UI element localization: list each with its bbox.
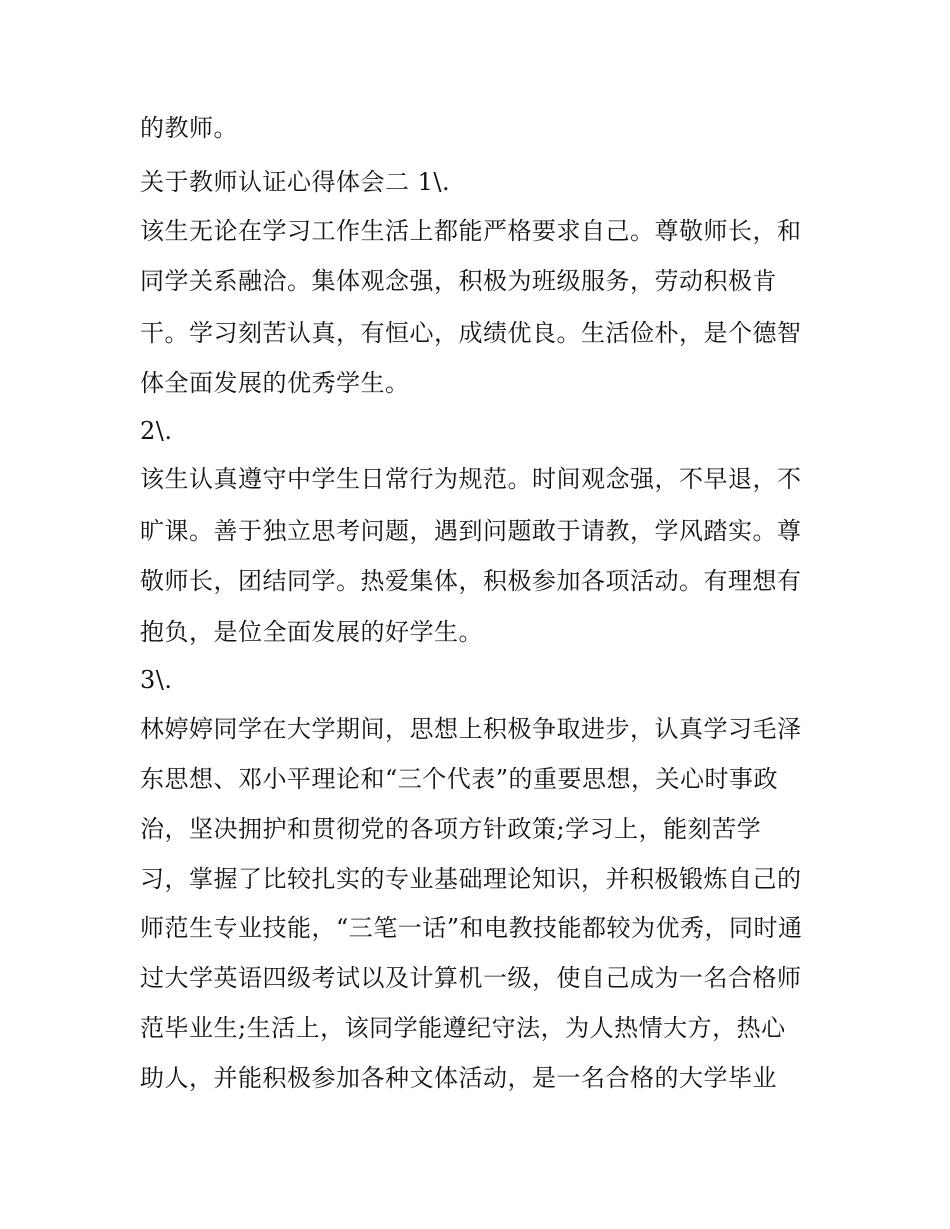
text-line: 该生认真遵守中学生日常行为规范。时间观念强，不早退，不 bbox=[140, 465, 802, 493]
text-line: 旷课。善于独立思考问题，遇到问题敢于请教，学风踏实。尊 bbox=[140, 517, 802, 545]
text-line: 师范生专业技能，“三笔一话”和电教技能都较为优秀，同时通 bbox=[140, 914, 803, 942]
text-line: 治，坚决拥护和贯彻党的各项方针政策;学习上，能刻苦学 bbox=[140, 815, 762, 843]
text-line: 的教师。 bbox=[140, 114, 238, 142]
section-heading: 关于教师认证心得体会二 1\. bbox=[140, 168, 451, 196]
text-line: 东思想、邓小平理论和“三个代表”的重要思想，关心时事政 bbox=[140, 765, 779, 793]
item-number: 3\. bbox=[140, 666, 173, 694]
text-line: 过大学英语四级考试以及计算机一级，使自己成为一名合格师 bbox=[140, 964, 802, 992]
text-line: 抱负，是位全面发展的好学生。 bbox=[140, 618, 483, 646]
text-line: 敬师长，团结同学。热爱集体，积极参加各项活动。有理想有 bbox=[140, 567, 802, 595]
text-line: 范毕业生;生活上，该同学能遵纪守法，为人热情大方，热心 bbox=[140, 1014, 786, 1042]
text-line: 林婷婷同学在大学期间，思想上积极争取进步，认真学习毛泽 bbox=[140, 715, 802, 743]
text-line: 助人，并能积极参加各种文体活动，是一名合格的大学毕业 bbox=[140, 1064, 777, 1092]
text-line: 体全面发展的优秀学生。 bbox=[140, 369, 410, 397]
item-number: 2\. bbox=[140, 417, 173, 445]
text-line: 同学关系融洽。集体观念强，积极为班级服务，劳动积极肯 bbox=[140, 267, 777, 295]
text-line: 该生无论在学习工作生活上都能严格要求自己。尊敬师长，和 bbox=[140, 217, 802, 245]
text-line: 习，掌握了比较扎实的专业基础理论知识，并积极锻炼自己的 bbox=[140, 865, 802, 893]
text-line: 干。学习刻苦认真，有恒心，成绩优良。生活俭朴，是个德智 bbox=[140, 319, 802, 347]
